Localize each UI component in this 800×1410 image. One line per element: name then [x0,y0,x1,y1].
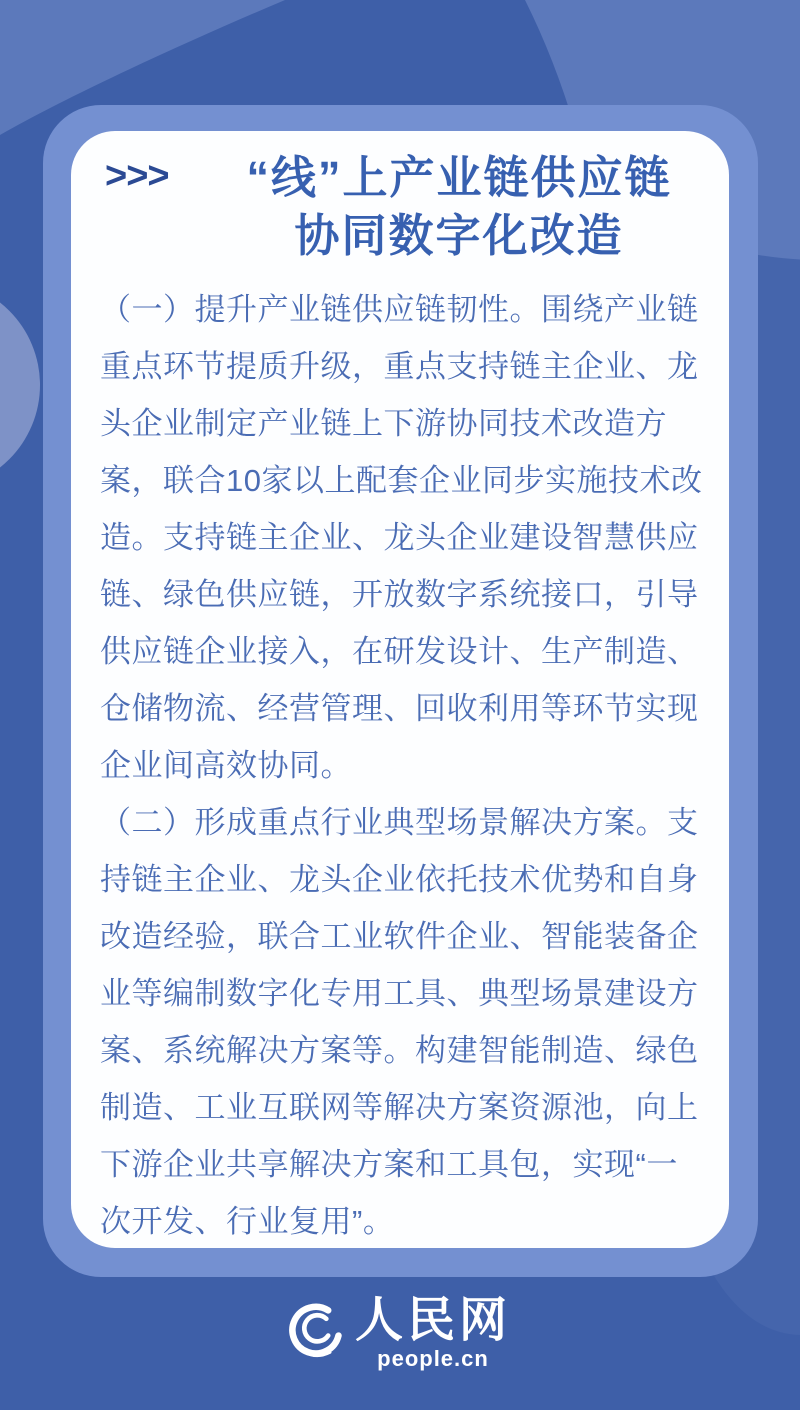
body-text-line: 链、绿色供应链，开放数字系统接口，引导 [100,577,699,612]
body-text-line: 仓储物流、经营管理、回收利用等环节实现 [100,691,699,726]
body-text-line: 改造经验，联合工业软件企业、智能装备企 [100,919,699,954]
body-text-line: 案，联合10家以上配套企业同步实施技术改 [100,463,703,498]
page-title-line2: 协同数字化改造 [294,210,624,261]
page-title-line1: “线”上产业链供应链 [246,152,672,203]
body-text-line: （一）提升产业链供应链韧性。围绕产业链 [100,292,699,327]
body-text-line: 头企业制定产业链上下游协同技术改造方 [100,406,667,441]
body-text-line: 下游企业共享解决方案和工具包，实现“一 [100,1147,678,1182]
body-text-line: 企业间高效协同。 [100,748,352,783]
page-title [215,149,703,265]
body-text-line: 造。支持链主企业、龙头企业建设智慧供应 [100,520,699,555]
body-text-line: （二）形成重点行业典型场景解决方案。支 [100,805,699,840]
logo-cn-text: 人民网 [354,1294,511,1347]
body-text-line: 制造、工业互联网等解决方案资源池，向上 [100,1090,699,1125]
logo-domain-text: people.cn [377,1346,489,1371]
content-card [71,131,729,1248]
publisher-logo [0,1295,800,1371]
crescent-globe-icon [289,1299,345,1361]
body-text-line: 业等编制数字化专用工具、典型场景建设方 [100,976,699,1011]
body-text-line: 持链主企业、龙头企业依托技术优势和自身 [100,862,699,897]
article-body [71,265,729,1248]
logo-text-block [355,1295,511,1371]
card-header [71,147,729,265]
body-text-line: 次开发、行业复用”。 [100,1204,395,1239]
content-card-frame [43,105,758,1277]
body-text-line: 供应链企业接入，在研发设计、生产制造、 [100,634,699,669]
paragraph-1 [100,281,703,794]
paragraph-2 [100,794,700,1248]
body-text-line: 重点环节提质升级，重点支持链主企业、龙 [100,349,699,384]
triple-chevron-icon: >>> [105,155,169,197]
body-text-line: 案、系统解决方案等。构建智能制造、绿色 [100,1033,699,1068]
